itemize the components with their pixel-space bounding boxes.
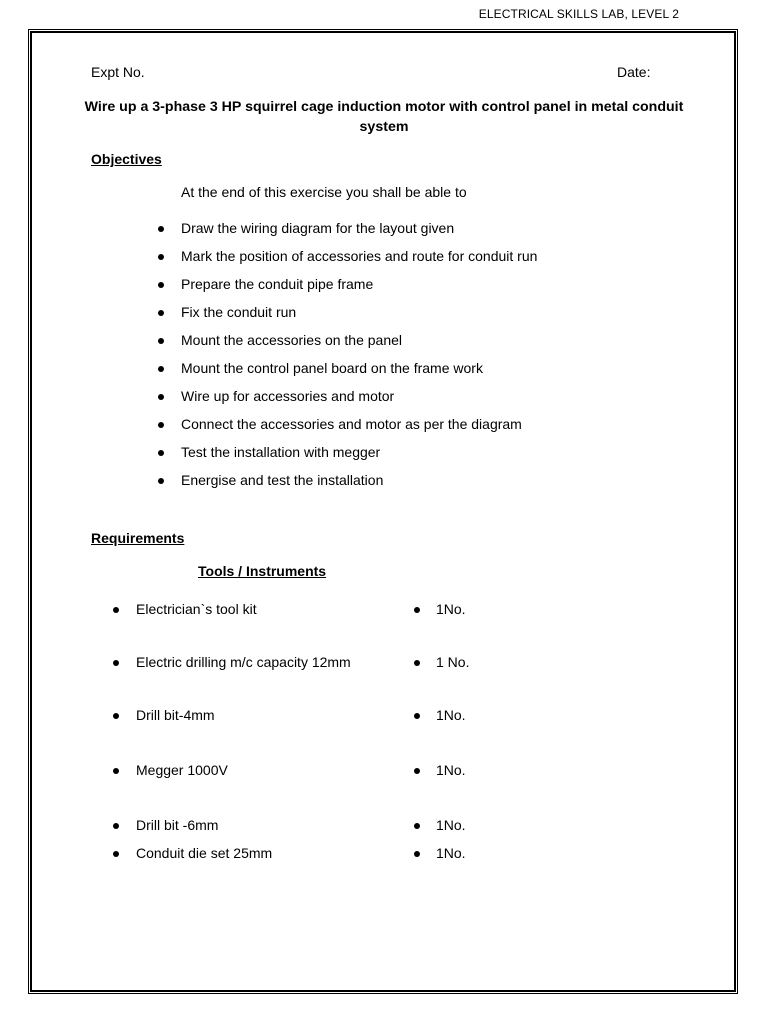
bullet-icon <box>158 450 164 456</box>
lab-header: ELECTRICAL SKILLS LAB, LEVEL 2 <box>478 7 679 21</box>
objective-text: Fix the conduit run <box>181 304 297 320</box>
tools-instruments-heading: Tools / Instruments <box>198 563 327 579</box>
tool-quantity: 1No. <box>436 817 466 833</box>
tool-quantity: 1No. <box>436 707 466 723</box>
bullet-icon <box>113 607 119 613</box>
tool-quantity: 1No. <box>436 762 466 778</box>
tool-name-item <box>136 707 215 723</box>
objective-item <box>181 472 383 488</box>
objective-text: Wire up for accessories and motor <box>181 388 395 404</box>
bullet-icon <box>414 851 420 857</box>
tool-qty-item <box>436 601 466 617</box>
bullet-icon <box>158 310 164 316</box>
tool-name-item <box>136 762 228 778</box>
objective-text: Prepare the conduit pipe frame <box>181 276 374 292</box>
bullet-icon <box>414 823 420 829</box>
tool-name: Conduit die set 25mm <box>136 845 273 861</box>
tool-name: Drill bit -6mm <box>136 817 219 833</box>
bullet-icon <box>158 394 164 400</box>
tool-quantity: 1No. <box>436 601 466 617</box>
objective-item <box>181 248 537 264</box>
bullet-icon <box>158 422 164 428</box>
requirements-heading: Requirements <box>91 530 185 546</box>
bullet-icon <box>158 282 164 288</box>
objective-item <box>181 332 402 348</box>
objectives-intro: At the end of this exercise you shall be able to <box>181 184 467 200</box>
bullet-icon <box>113 660 119 666</box>
tool-name: Electric drilling m/c capacity 12mm <box>136 654 351 670</box>
bullet-icon <box>414 713 420 719</box>
tool-qty-item <box>436 707 466 723</box>
tool-name-item <box>136 654 351 670</box>
objective-text: Mount the accessories on the panel <box>181 332 403 348</box>
tool-qty-item <box>436 817 466 833</box>
objective-item <box>181 444 380 460</box>
tool-name-item <box>136 845 272 861</box>
objective-text: Mount the control panel board on the frame work <box>181 360 483 376</box>
objective-item <box>181 304 296 320</box>
bullet-icon <box>414 607 420 613</box>
tool-qty-item <box>436 762 466 778</box>
bullet-icon <box>414 660 420 666</box>
objective-item <box>181 388 394 404</box>
objective-text: Draw the wiring diagram for the layout given <box>181 220 455 236</box>
objective-item <box>181 360 483 376</box>
bullet-icon <box>158 478 164 484</box>
bullet-icon <box>158 254 164 260</box>
tool-qty-item <box>436 845 466 861</box>
tool-name-item <box>136 817 218 833</box>
objective-text: Mark the position of accessories and route for conduit run <box>181 248 538 264</box>
objective-text: Energise and test the installation <box>181 472 384 488</box>
bullet-icon <box>113 851 119 857</box>
objectives-heading: Objectives <box>91 151 162 167</box>
experiment-title: Wire up a 3-phase 3 HP squirrel cage induction motor with control panel in metal conduit system <box>84 99 684 135</box>
tool-name: Electrician`s tool kit <box>136 601 257 617</box>
objective-item <box>181 416 522 432</box>
date-label: Date: <box>617 64 651 80</box>
tool-name-item <box>136 601 257 617</box>
bullet-icon <box>113 768 119 774</box>
tool-quantity: 1No. <box>436 845 466 861</box>
bullet-icon <box>158 366 164 372</box>
objective-text: Test the installation with megger <box>181 444 381 460</box>
objective-item <box>181 276 373 292</box>
bullet-icon <box>113 823 119 829</box>
objective-item <box>181 220 454 236</box>
tool-quantity: 1 No. <box>436 654 470 670</box>
tool-name: Drill bit-4mm <box>136 707 215 723</box>
bullet-icon <box>158 226 164 232</box>
bullet-icon <box>414 768 420 774</box>
objective-text: Connect the accessories and motor as per the diagram <box>181 416 522 432</box>
bullet-icon <box>158 338 164 344</box>
expt-number-label: Expt No. <box>91 64 145 80</box>
tool-name: Megger 1000V <box>136 762 228 778</box>
tool-qty-item <box>436 654 469 670</box>
bullet-icon <box>113 713 119 719</box>
